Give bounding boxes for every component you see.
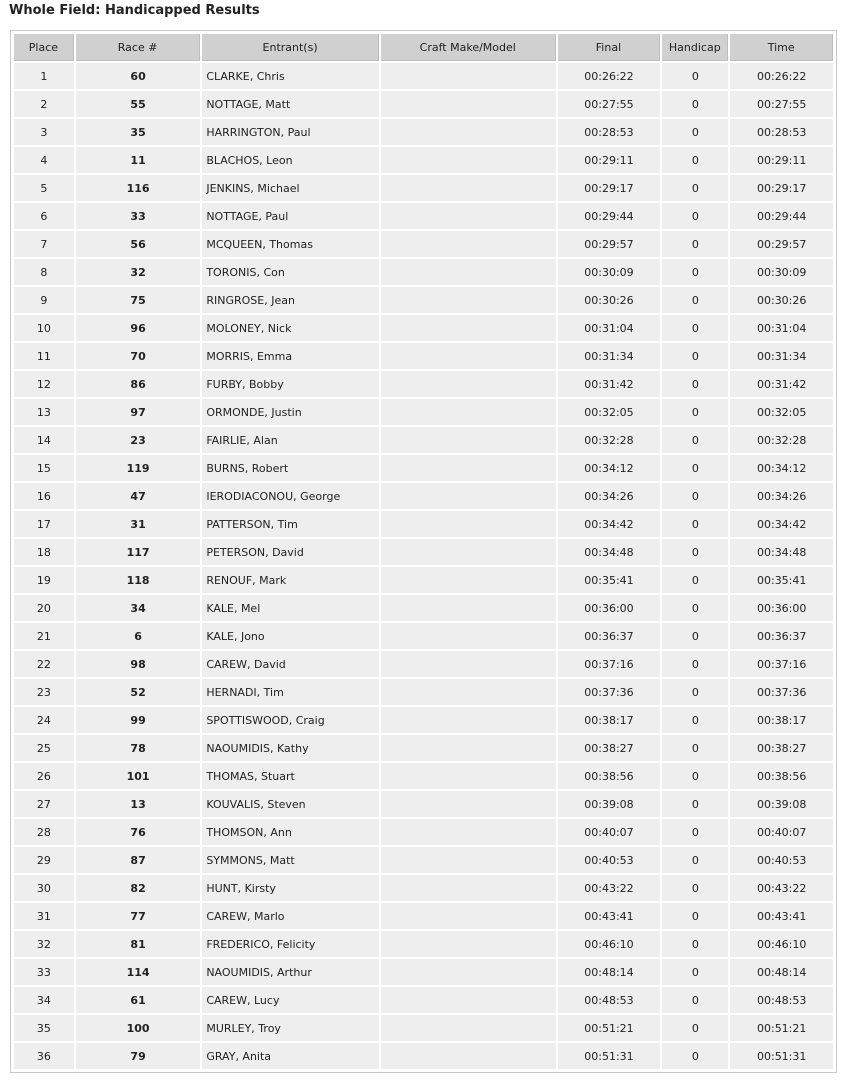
time-cell: 00:39:08	[730, 791, 833, 817]
entrant-cell: CAREW, David	[202, 651, 379, 677]
time-cell: 00:48:53	[730, 987, 833, 1013]
place-cell: 8	[14, 259, 74, 285]
header-handicap: Handicap	[662, 34, 728, 61]
table-row	[14, 567, 833, 593]
craft-cell	[381, 287, 556, 313]
craft-cell	[381, 371, 556, 397]
race-number-cell: 61	[76, 987, 200, 1013]
entrant-cell: BURNS, Robert	[202, 455, 379, 481]
final-cell: 00:37:16	[558, 651, 661, 677]
handicap-cell: 0	[662, 763, 728, 789]
handicap-cell: 0	[662, 875, 728, 901]
craft-cell	[381, 399, 556, 425]
time-cell: 00:38:56	[730, 763, 833, 789]
craft-cell	[381, 987, 556, 1013]
craft-cell	[381, 175, 556, 201]
final-cell: 00:32:05	[558, 399, 661, 425]
final-cell: 00:29:11	[558, 147, 661, 173]
entrant-cell: FAIRLIE, Alan	[202, 427, 379, 453]
place-cell: 21	[14, 623, 74, 649]
time-cell: 00:38:17	[730, 707, 833, 733]
race-number-cell: 31	[76, 511, 200, 537]
craft-cell	[381, 567, 556, 593]
time-cell: 00:51:21	[730, 1015, 833, 1041]
entrant-cell: MORRIS, Emma	[202, 343, 379, 369]
place-cell: 9	[14, 287, 74, 313]
time-cell: 00:32:05	[730, 399, 833, 425]
handicap-cell: 0	[662, 259, 728, 285]
race-number-cell: 32	[76, 259, 200, 285]
entrant-cell: MURLEY, Troy	[202, 1015, 379, 1041]
place-cell: 14	[14, 427, 74, 453]
time-cell: 00:37:36	[730, 679, 833, 705]
table-row	[14, 679, 833, 705]
entrant-cell: MOLONEY, Nick	[202, 315, 379, 341]
table-row	[14, 987, 833, 1013]
final-cell: 00:29:44	[558, 203, 661, 229]
final-cell: 00:34:42	[558, 511, 661, 537]
place-cell: 31	[14, 903, 74, 929]
time-cell: 00:46:10	[730, 931, 833, 957]
table-row	[14, 903, 833, 929]
table-row	[14, 399, 833, 425]
final-cell: 00:29:57	[558, 231, 661, 257]
table-row	[14, 1043, 833, 1069]
handicap-cell: 0	[662, 455, 728, 481]
place-cell: 20	[14, 595, 74, 621]
craft-cell	[381, 231, 556, 257]
handicap-cell: 0	[662, 539, 728, 565]
place-cell: 32	[14, 931, 74, 957]
handicap-cell: 0	[662, 63, 728, 89]
handicap-cell: 0	[662, 483, 728, 509]
entrant-cell: GRAY, Anita	[202, 1043, 379, 1069]
craft-cell	[381, 1015, 556, 1041]
final-cell: 00:40:07	[558, 819, 661, 845]
final-cell: 00:40:53	[558, 847, 661, 873]
place-cell: 26	[14, 763, 74, 789]
table-row	[14, 847, 833, 873]
time-cell: 00:35:41	[730, 567, 833, 593]
handicap-cell: 0	[662, 735, 728, 761]
table-row	[14, 791, 833, 817]
handicap-cell: 0	[662, 371, 728, 397]
place-cell: 25	[14, 735, 74, 761]
time-cell: 00:43:22	[730, 875, 833, 901]
results-table-container	[10, 30, 837, 1073]
entrant-cell: NOTTAGE, Paul	[202, 203, 379, 229]
final-cell: 00:31:04	[558, 315, 661, 341]
final-cell: 00:51:21	[558, 1015, 661, 1041]
entrant-cell: ORMONDE, Justin	[202, 399, 379, 425]
place-cell: 22	[14, 651, 74, 677]
place-cell: 13	[14, 399, 74, 425]
entrant-cell: CLARKE, Chris	[202, 63, 379, 89]
handicap-cell: 0	[662, 707, 728, 733]
place-cell: 35	[14, 1015, 74, 1041]
final-cell: 00:29:17	[558, 175, 661, 201]
place-cell: 34	[14, 987, 74, 1013]
table-row	[14, 819, 833, 845]
handicap-cell: 0	[662, 91, 728, 117]
race-number-cell: 35	[76, 119, 200, 145]
final-cell: 00:48:14	[558, 959, 661, 985]
entrant-cell: NAOUMIDIS, Kathy	[202, 735, 379, 761]
handicap-cell: 0	[662, 847, 728, 873]
craft-cell	[381, 651, 556, 677]
craft-cell	[381, 259, 556, 285]
handicap-cell: 0	[662, 959, 728, 985]
craft-cell	[381, 707, 556, 733]
handicap-cell: 0	[662, 791, 728, 817]
place-cell: 33	[14, 959, 74, 985]
entrant-cell: CAREW, Lucy	[202, 987, 379, 1013]
place-cell: 28	[14, 819, 74, 845]
place-cell: 5	[14, 175, 74, 201]
race-number-cell: 98	[76, 651, 200, 677]
race-number-cell: 117	[76, 539, 200, 565]
race-number-cell: 97	[76, 399, 200, 425]
final-cell: 00:48:53	[558, 987, 661, 1013]
handicap-cell: 0	[662, 147, 728, 173]
time-cell: 00:27:55	[730, 91, 833, 117]
time-cell: 00:31:04	[730, 315, 833, 341]
craft-cell	[381, 791, 556, 817]
time-cell: 00:29:57	[730, 231, 833, 257]
header-row	[14, 34, 833, 61]
place-cell: 12	[14, 371, 74, 397]
table-row	[14, 63, 833, 89]
table-row	[14, 539, 833, 565]
final-cell: 00:38:27	[558, 735, 661, 761]
race-number-cell: 33	[76, 203, 200, 229]
table-row	[14, 455, 833, 481]
handicap-cell: 0	[662, 231, 728, 257]
time-cell: 00:34:48	[730, 539, 833, 565]
entrant-cell: BLACHOS, Leon	[202, 147, 379, 173]
race-number-cell: 70	[76, 343, 200, 369]
entrant-cell: FREDERICO, Felicity	[202, 931, 379, 957]
place-cell: 30	[14, 875, 74, 901]
time-cell: 00:34:12	[730, 455, 833, 481]
final-cell: 00:34:26	[558, 483, 661, 509]
time-cell: 00:36:00	[730, 595, 833, 621]
handicap-cell: 0	[662, 427, 728, 453]
place-cell: 15	[14, 455, 74, 481]
place-cell: 10	[14, 315, 74, 341]
entrant-cell: PATTERSON, Tim	[202, 511, 379, 537]
final-cell: 00:36:37	[558, 623, 661, 649]
race-number-cell: 78	[76, 735, 200, 761]
final-cell: 00:46:10	[558, 931, 661, 957]
handicap-cell: 0	[662, 315, 728, 341]
entrant-cell: THOMAS, Stuart	[202, 763, 379, 789]
place-cell: 24	[14, 707, 74, 733]
entrant-cell: KALE, Mel	[202, 595, 379, 621]
craft-cell	[381, 483, 556, 509]
header-race-number: Race #	[76, 34, 200, 61]
entrant-cell: THOMSON, Ann	[202, 819, 379, 845]
table-row	[14, 1015, 833, 1041]
craft-cell	[381, 595, 556, 621]
entrant-cell: KOUVALIS, Steven	[202, 791, 379, 817]
place-cell: 3	[14, 119, 74, 145]
handicap-cell: 0	[662, 343, 728, 369]
final-cell: 00:30:26	[558, 287, 661, 313]
table-row	[14, 119, 833, 145]
time-cell: 00:31:42	[730, 371, 833, 397]
table-row	[14, 91, 833, 117]
race-number-cell: 119	[76, 455, 200, 481]
handicap-cell: 0	[662, 203, 728, 229]
craft-cell	[381, 875, 556, 901]
entrant-cell: NOTTAGE, Matt	[202, 91, 379, 117]
craft-cell	[381, 91, 556, 117]
table-row	[14, 875, 833, 901]
final-cell: 00:43:41	[558, 903, 661, 929]
time-cell: 00:29:17	[730, 175, 833, 201]
final-cell: 00:28:53	[558, 119, 661, 145]
final-cell: 00:27:55	[558, 91, 661, 117]
table-row	[14, 511, 833, 537]
final-cell: 00:32:28	[558, 427, 661, 453]
race-number-cell: 55	[76, 91, 200, 117]
entrant-cell: TORONIS, Con	[202, 259, 379, 285]
handicap-cell: 0	[662, 399, 728, 425]
table-row	[14, 595, 833, 621]
place-cell: 1	[14, 63, 74, 89]
entrant-cell: SYMMONS, Matt	[202, 847, 379, 873]
time-cell: 00:43:41	[730, 903, 833, 929]
final-cell: 00:30:09	[558, 259, 661, 285]
final-cell: 00:34:48	[558, 539, 661, 565]
header-craft: Craft Make/Model	[381, 34, 556, 61]
craft-cell	[381, 119, 556, 145]
craft-cell	[381, 203, 556, 229]
race-number-cell: 100	[76, 1015, 200, 1041]
craft-cell	[381, 679, 556, 705]
final-cell: 00:36:00	[558, 595, 661, 621]
final-cell: 00:34:12	[558, 455, 661, 481]
entrant-cell: SPOTTISWOOD, Craig	[202, 707, 379, 733]
table-row	[14, 315, 833, 341]
final-cell: 00:37:36	[558, 679, 661, 705]
time-cell: 00:34:42	[730, 511, 833, 537]
handicap-cell: 0	[662, 903, 728, 929]
time-cell: 00:30:09	[730, 259, 833, 285]
place-cell: 16	[14, 483, 74, 509]
final-cell: 00:43:22	[558, 875, 661, 901]
entrant-cell: FURBY, Bobby	[202, 371, 379, 397]
table-row	[14, 259, 833, 285]
table-row	[14, 231, 833, 257]
table-row	[14, 707, 833, 733]
handicap-cell: 0	[662, 679, 728, 705]
handicap-cell: 0	[662, 1043, 728, 1069]
craft-cell	[381, 147, 556, 173]
place-cell: 17	[14, 511, 74, 537]
race-number-cell: 60	[76, 63, 200, 89]
place-cell: 36	[14, 1043, 74, 1069]
final-cell: 00:51:31	[558, 1043, 661, 1069]
table-row	[14, 931, 833, 957]
race-number-cell: 13	[76, 791, 200, 817]
race-number-cell: 96	[76, 315, 200, 341]
handicap-cell: 0	[662, 623, 728, 649]
craft-cell	[381, 903, 556, 929]
time-cell: 00:30:26	[730, 287, 833, 313]
table-row	[14, 623, 833, 649]
table-row	[14, 427, 833, 453]
entrant-cell: MCQUEEN, Thomas	[202, 231, 379, 257]
race-number-cell: 114	[76, 959, 200, 985]
header-time: Time	[730, 34, 833, 61]
craft-cell	[381, 959, 556, 985]
entrant-cell: KALE, Jono	[202, 623, 379, 649]
table-row	[14, 651, 833, 677]
place-cell: 2	[14, 91, 74, 117]
time-cell: 00:31:34	[730, 343, 833, 369]
table-row	[14, 763, 833, 789]
craft-cell	[381, 819, 556, 845]
craft-cell	[381, 63, 556, 89]
entrant-cell: HUNT, Kirsty	[202, 875, 379, 901]
time-cell: 00:40:07	[730, 819, 833, 845]
handicap-cell: 0	[662, 819, 728, 845]
race-number-cell: 86	[76, 371, 200, 397]
time-cell: 00:51:31	[730, 1043, 833, 1069]
results-table	[12, 32, 835, 1071]
table-row	[14, 959, 833, 985]
race-number-cell: 56	[76, 231, 200, 257]
race-number-cell: 87	[76, 847, 200, 873]
race-number-cell: 77	[76, 903, 200, 929]
handicap-cell: 0	[662, 119, 728, 145]
time-cell: 00:38:27	[730, 735, 833, 761]
race-number-cell: 6	[76, 623, 200, 649]
time-cell: 00:29:11	[730, 147, 833, 173]
handicap-cell: 0	[662, 175, 728, 201]
place-cell: 18	[14, 539, 74, 565]
entrant-cell: CAREW, Marlo	[202, 903, 379, 929]
craft-cell	[381, 847, 556, 873]
table-row	[14, 147, 833, 173]
race-number-cell: 79	[76, 1043, 200, 1069]
place-cell: 4	[14, 147, 74, 173]
time-cell: 00:29:44	[730, 203, 833, 229]
craft-cell	[381, 623, 556, 649]
craft-cell	[381, 931, 556, 957]
time-cell: 00:34:26	[730, 483, 833, 509]
time-cell: 00:37:16	[730, 651, 833, 677]
handicap-cell: 0	[662, 567, 728, 593]
race-number-cell: 47	[76, 483, 200, 509]
handicap-cell: 0	[662, 287, 728, 313]
page-title: Whole Field: Handicapped Results	[9, 3, 260, 18]
header-entrants: Entrant(s)	[202, 34, 379, 61]
entrant-cell: RINGROSE, Jean	[202, 287, 379, 313]
entrant-cell: NAOUMIDIS, Arthur	[202, 959, 379, 985]
place-cell: 19	[14, 567, 74, 593]
time-cell: 00:36:37	[730, 623, 833, 649]
place-cell: 27	[14, 791, 74, 817]
header-final: Final	[558, 34, 661, 61]
final-cell: 00:31:42	[558, 371, 661, 397]
race-number-cell: 11	[76, 147, 200, 173]
final-cell: 00:35:41	[558, 567, 661, 593]
race-number-cell: 116	[76, 175, 200, 201]
final-cell: 00:26:22	[558, 63, 661, 89]
place-cell: 23	[14, 679, 74, 705]
time-cell: 00:32:28	[730, 427, 833, 453]
race-number-cell: 118	[76, 567, 200, 593]
handicap-cell: 0	[662, 595, 728, 621]
entrant-cell: RENOUF, Mark	[202, 567, 379, 593]
race-number-cell: 99	[76, 707, 200, 733]
craft-cell	[381, 763, 556, 789]
final-cell: 00:39:08	[558, 791, 661, 817]
handicap-cell: 0	[662, 931, 728, 957]
race-number-cell: 82	[76, 875, 200, 901]
entrant-cell: HARRINGTON, Paul	[202, 119, 379, 145]
handicap-cell: 0	[662, 651, 728, 677]
race-number-cell: 76	[76, 819, 200, 845]
race-number-cell: 34	[76, 595, 200, 621]
place-cell: 6	[14, 203, 74, 229]
place-cell: 11	[14, 343, 74, 369]
race-number-cell: 81	[76, 931, 200, 957]
craft-cell	[381, 343, 556, 369]
craft-cell	[381, 427, 556, 453]
table-row	[14, 371, 833, 397]
place-cell: 29	[14, 847, 74, 873]
table-row	[14, 343, 833, 369]
entrant-cell: HERNADI, Tim	[202, 679, 379, 705]
final-cell: 00:38:56	[558, 763, 661, 789]
final-cell: 00:38:17	[558, 707, 661, 733]
header-place: Place	[14, 34, 74, 61]
table-row	[14, 735, 833, 761]
entrant-cell: IERODIACONOU, George	[202, 483, 379, 509]
craft-cell	[381, 455, 556, 481]
time-cell: 00:48:14	[730, 959, 833, 985]
time-cell: 00:26:22	[730, 63, 833, 89]
table-row	[14, 175, 833, 201]
handicap-cell: 0	[662, 1015, 728, 1041]
table-row	[14, 287, 833, 313]
time-cell: 00:28:53	[730, 119, 833, 145]
table-row	[14, 203, 833, 229]
race-number-cell: 52	[76, 679, 200, 705]
race-number-cell: 101	[76, 763, 200, 789]
final-cell: 00:31:34	[558, 343, 661, 369]
handicap-cell: 0	[662, 987, 728, 1013]
table-row	[14, 483, 833, 509]
handicap-cell: 0	[662, 511, 728, 537]
craft-cell	[381, 511, 556, 537]
craft-cell	[381, 735, 556, 761]
race-number-cell: 23	[76, 427, 200, 453]
entrant-cell: PETERSON, David	[202, 539, 379, 565]
craft-cell	[381, 539, 556, 565]
craft-cell	[381, 1043, 556, 1069]
place-cell: 7	[14, 231, 74, 257]
entrant-cell: JENKINS, Michael	[202, 175, 379, 201]
time-cell: 00:40:53	[730, 847, 833, 873]
race-number-cell: 75	[76, 287, 200, 313]
craft-cell	[381, 315, 556, 341]
